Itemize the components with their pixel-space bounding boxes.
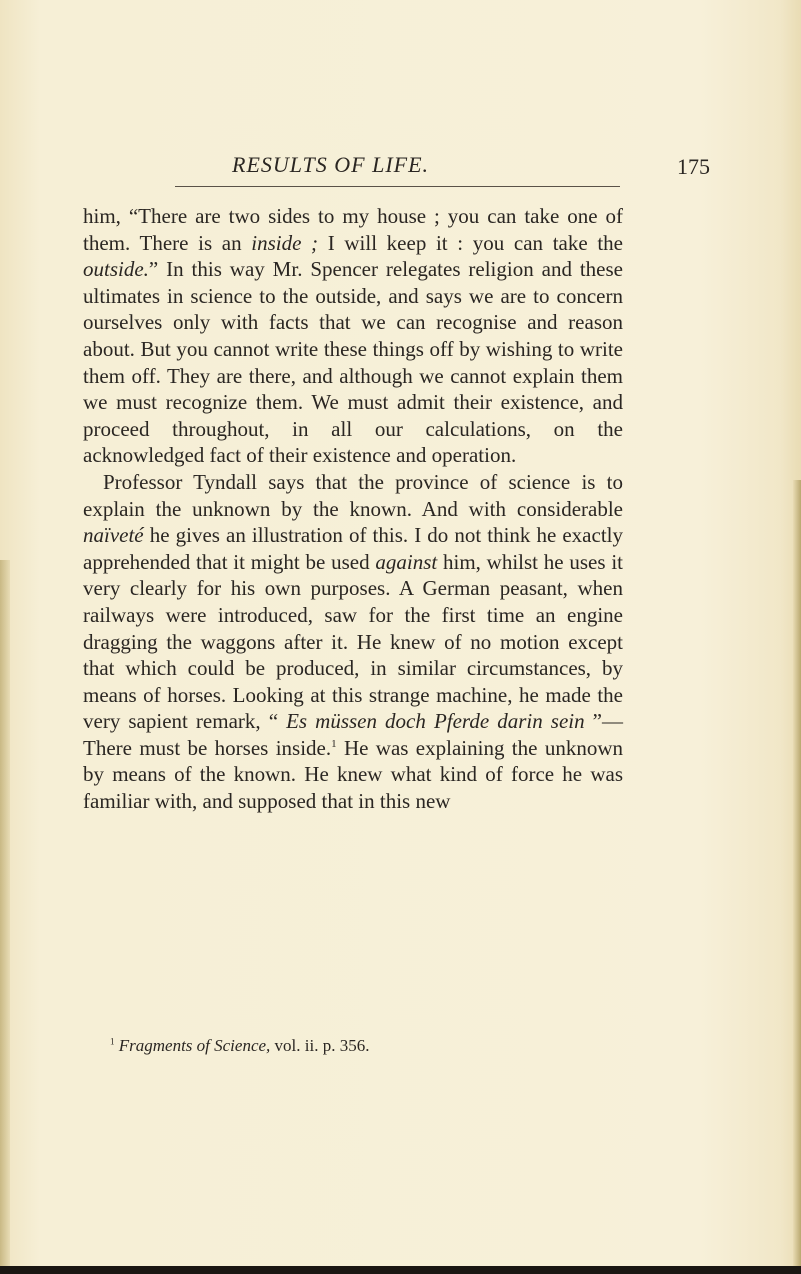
bottom-shadow xyxy=(0,1266,801,1274)
paragraph-2: Professor Tyndall says that the province of science is to explain the unknown by the known. And with considerable naïveté he gives an illustration of this. I do not think he exactly apprehended that it might be used against him, whilst he uses it very clearly for his own purposes. A German peasant, when railways were introduced, saw for the first time an engine dragging the waggons after it. He knew of no motion except that which could be produced, in similar circumstances, by means of horses. Looking at this strange machine, he made the very sapient remark, “ Es müssen doch Pferde darin sein ”—There must be horses inside.$^1$ He was explaining the unknown by means of the known. He knew what kind of force he was familiar with, and supposed that in this new xyxy=(83,469,623,814)
page-right-edge xyxy=(793,480,801,1274)
page-left-shadow xyxy=(0,560,10,1274)
running-head: RESULTS OF LIFE. xyxy=(232,152,430,177)
footnote-title: Fragments of Science, xyxy=(118,1036,271,1055)
paragraph-1: him, “There are two sides to my house ; you can take one of them. There is an inside ; I will keep it : you can take the outside.” In this way Mr. Spencer relegates religion and these ultimates in science to the outside, and says we are to concern ourselves only with facts that we can recognise and reason about. But you cannot write these things off by wishing to write them off. They are there, and although we cannot explain them we must recognize them. We must admit their existence, and proceed throughout, in all our calculations, on the acknowledged fact of their existence and operation. xyxy=(83,204,623,468)
footnote xyxy=(110,1035,630,1057)
header-rule xyxy=(175,186,620,187)
page-header xyxy=(90,152,710,182)
footnote-citation: vol. ii. p. 356. xyxy=(270,1036,370,1055)
body-text xyxy=(83,203,623,815)
footnote-reference: 1 xyxy=(331,737,337,750)
page-number: 175 xyxy=(677,154,710,179)
footnote-marker: 1 xyxy=(110,1036,115,1047)
